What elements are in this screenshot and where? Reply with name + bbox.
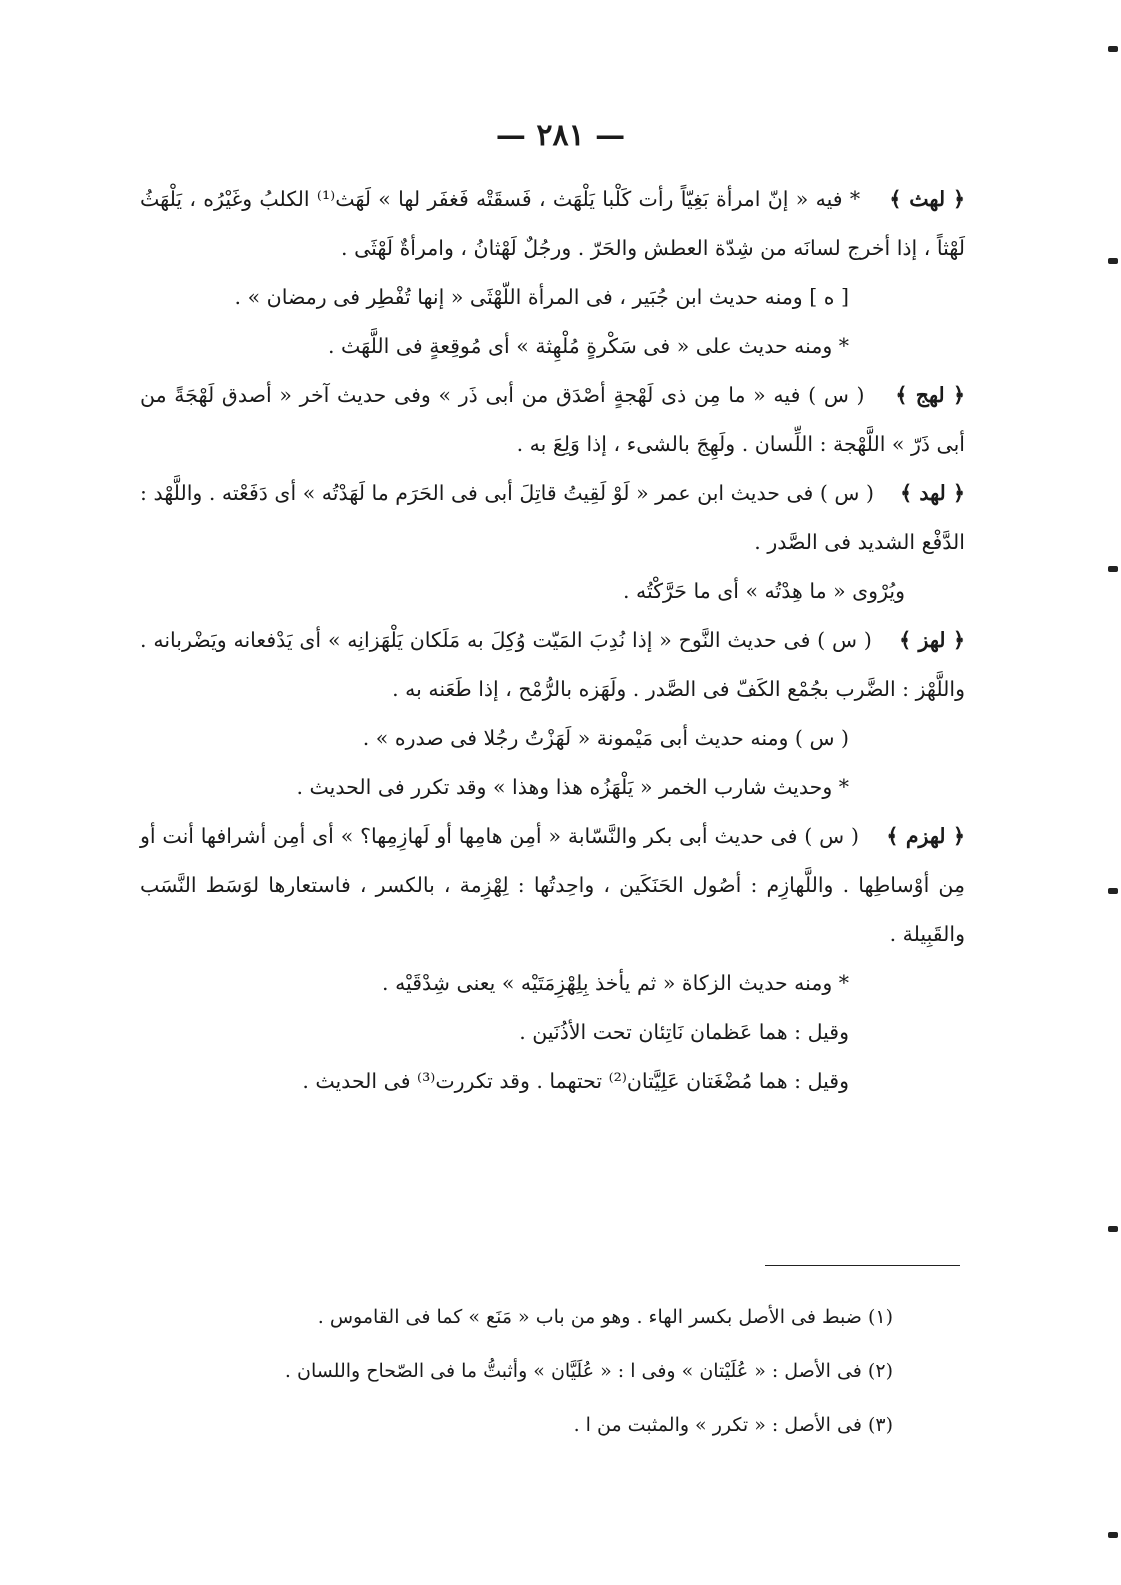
footnote-1: (١) ضبط فى الأصل بكسر الهاء . وهو من باب « مَنَع » كما فى القاموس . <box>317 1306 893 1328</box>
footnote-2: (٢) فى الأصل : « عُلَيْتان » وفى ا : « عُلَيَّان » وأثبتُّ ما فى الصّحاح واللسان . <box>284 1360 893 1382</box>
entry-lahaj <box>140 371 965 469</box>
entry-text: وقيل : هما عَظمان نَاتِئان تحت الأذُنَين . <box>519 1020 849 1044</box>
entry-text: ( س ) فى حديث ابن عمر « لَوْ لَقِيتُ قاتِلَ أبى فى الحَرَم ما لَهَدْتُه » أى دَفَعْته . واللَّهْد : الدَّفْع الشديد فى الصَّدر . <box>140 481 965 554</box>
entry-text: وقيل : هما مُضْغَتان عَلِيَّتان⁽²⁾ تحتهما . وقد تكررت⁽³⁾ فى الحديث . <box>302 1069 849 1093</box>
footnotes <box>140 1290 955 1452</box>
entry-text: * ومنه حديث على « فى سَكْرةٍ مُلْهِثة » أى مُوقِعةٍ فى اللَّهَث . <box>327 334 849 358</box>
footnote-separator <box>765 1265 960 1266</box>
entry-lahaz-maymuna <box>140 714 965 763</box>
footnote-3: (٣) فى الأصل : « تكرر » والمثبت من ا . <box>573 1414 893 1436</box>
scan-edge-mark <box>1108 46 1118 52</box>
headword: ﴿ لهث ﴾ <box>889 187 966 211</box>
entry-lahath-ibn-jubayr <box>140 273 965 322</box>
entry-text: ( س ) فى حديث أبى بكر والنَّسّابة « أمِن هامِها أو لَهازِمِها؟ » أى أمِن أشرافها أنت أو مِن أوْساطِها . واللَّهازِم : أصُول الحَنَكَين ، واحِدتُها : لِهْزِمة ، بالكسر ، فاستعارها لوَسَط النَّسَب والقَبِيلة . <box>140 824 965 946</box>
entry-lahath-ali <box>140 322 965 371</box>
entry-lahad-yurwa <box>140 567 965 616</box>
entry-lahaz <box>140 616 965 714</box>
entry-lahzam-qila2 <box>140 1057 965 1106</box>
entry-text: ( س ) ومنه حديث أبى مَيْمونة « لَهَزْتُ رجُلا فى صدره » . <box>362 726 849 750</box>
entry-text: * فيه « إنّ امرأة بَغِيّاً رأت كَلْبا يَلْهَث ، فَسقَتْه فَغفَر لها » لَهَث⁽¹⁾ الكلبُ وغَيْرُه ، يَلْهَثُ لَهْثاً ، إذا أخرج لسانَه من شِدّة العطش والحَرّ . ورجُلٌ لَهْثانُ ، وامرأةٌ لَهْثَى . <box>140 187 965 260</box>
scan-edge-mark <box>1108 566 1118 572</box>
scan-edge-mark <box>1108 888 1118 894</box>
entry-lahzam <box>140 812 965 959</box>
entry-lahath <box>140 175 965 273</box>
entry-text: [ ه ] ومنه حديث ابن جُبَير ، فى المرأة اللّهْثَى « إنها تُفْطِر فى رمضان » . <box>234 285 849 309</box>
entry-lahzam-qila1 <box>140 1008 965 1057</box>
page-number: — ٢٨١ — <box>495 118 626 153</box>
entry-lahaz-khamr <box>140 763 965 812</box>
entry-text: * ومنه حديث الزكاة « ثم يأخذ بِلِهْزِمَتَيْه » يعنى شِدْقَيْه . <box>382 971 849 995</box>
scan-edge-mark <box>1108 1532 1118 1538</box>
entry-text: * وحديث شارب الخمر « يَلْهَزُه هذا وهذا » وقد تكرر فى الحديث . <box>296 775 849 799</box>
scan-edge-mark <box>1108 258 1118 264</box>
main-text <box>140 175 965 1106</box>
entry-text: ويُرْوى « ما هِدْتُه » أى ما حَرَّكْتُه . <box>623 579 905 603</box>
entry-text: ( س ) فيه « ما مِن ذى لَهْجةٍ أصْدَق من أبى ذَر » وفى حديث آخر « أصدق لَهْجَةً من أبى ذَرّ » اللَّهْجة : اللِّسان . ولَهِجَ بالشىء ، إذا وَلِعَ به . <box>140 383 965 456</box>
entry-lahad <box>140 469 965 567</box>
entry-lahzam-zakat <box>140 959 965 1008</box>
headword: ﴿ لهد ﴾ <box>900 481 965 505</box>
scan-edge-mark <box>1108 1226 1118 1232</box>
headword: ﴿ لهز ﴾ <box>899 628 965 652</box>
headword: ﴿ لهزم ﴾ <box>886 824 965 848</box>
entry-text: ( س ) فى حديث النَّوح « إذا نُدِبَ المَيّت وُكِلَ به مَلَكان يَلْهَزانِه » أى يَدْفعانه ويَضْربانه . واللَّهْز : الضَّرب بجُمْع الكَفّ فى الصَّدر . ولَهَزه بالرُّمْح ، إذا طَعَنه به . <box>140 628 965 701</box>
headword: ﴿ لهج ﴾ <box>895 383 965 407</box>
